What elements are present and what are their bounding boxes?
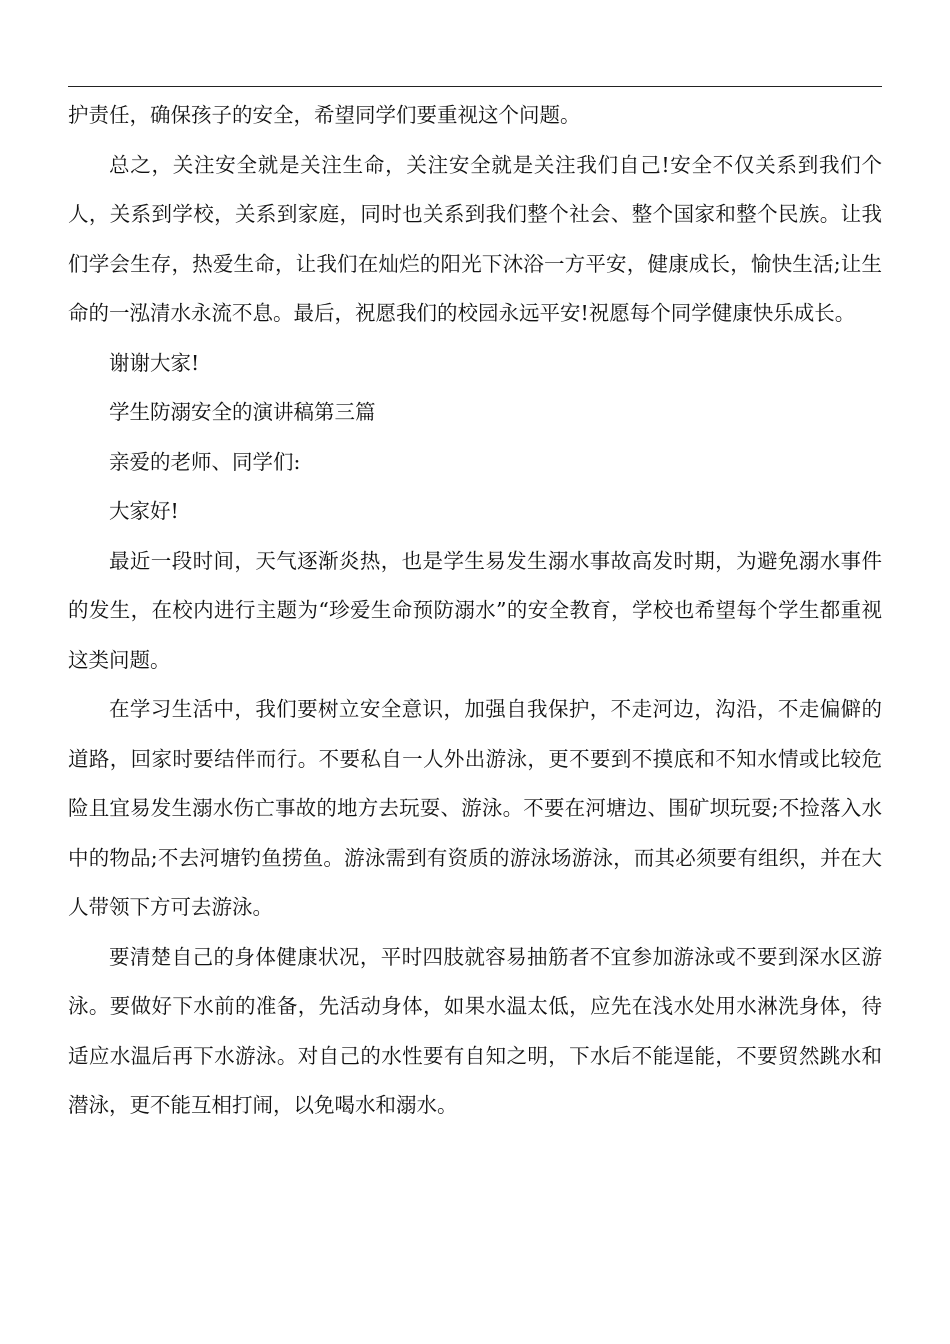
paragraph-body: 在学习生活中，我们要树立安全意识，加强自我保护，不走河边，沟沿，不走偏僻的道路，回家时要结伴而行。不要私自一人外出游泳，更不要到不摸底和不知水情或比较危险且宜易发生溺水伤亡事故的地方去玩耍、游泳。不要在河塘边、围矿坝玩耍;不捡落入水中的物品;不去河塘钓鱼捞鱼。游泳需到有资质的游泳场游泳，而其必须要有组织，并在大人带领下方可去游泳。: [68, 697, 882, 919]
paragraph-body: 最近一段时间，天气逐渐炎热，也是学生易发生溺水事故高发时期，为避免溺水事件的发生，在校内进行主题为“珍爱生命预防溺水”的安全教育，学校也希望每个学生都重视这类问题。: [68, 548, 882, 672]
header-rule: [68, 86, 882, 87]
section-heading: 学生防溺安全的演讲稿第三篇: [109, 400, 376, 424]
document-body: [68, 91, 882, 1131]
paragraph-body: 要清楚自己的身体健康状况，平时四肢就容易抽筋者不宜参加游泳或不要到深水区游泳。要做好下水前的准备，先活动身体，如果水温太低，应先在浅水处用水淋洗身体，待适应水温后再下水游泳。对自己的水性要有自知之明，下水后不能逞能，不要贸然跳水和潜泳，更不能互相打闹，以免喝水和溺水。: [68, 944, 882, 1117]
paragraph-greeting: 大家好!: [109, 499, 179, 523]
paragraph-thanks: 谢谢大家!: [109, 350, 200, 375]
paragraph-conclusion: 总之，关注安全就是关注生命，关注安全就是关注我们自己!安全不仅关系到我们个人，关系到学校，关系到家庭，同时也关系到我们整个社会、整个国家和整个民族。让我们学会生存，热爱生命，让我们在灿烂的阳光下沐浴一方平安，健康成长，愉快生活;让生命的一泓清水永流不息。最后，祝愿我们的校园永远平安!祝愿每个同学健康快乐成长。: [68, 152, 882, 325]
paragraph-salutation: 亲爱的老师、同学们:: [109, 449, 301, 474]
paragraph-continuation: 护责任，确保孩子的安全，希望同学们要重视这个问题。: [68, 103, 581, 127]
